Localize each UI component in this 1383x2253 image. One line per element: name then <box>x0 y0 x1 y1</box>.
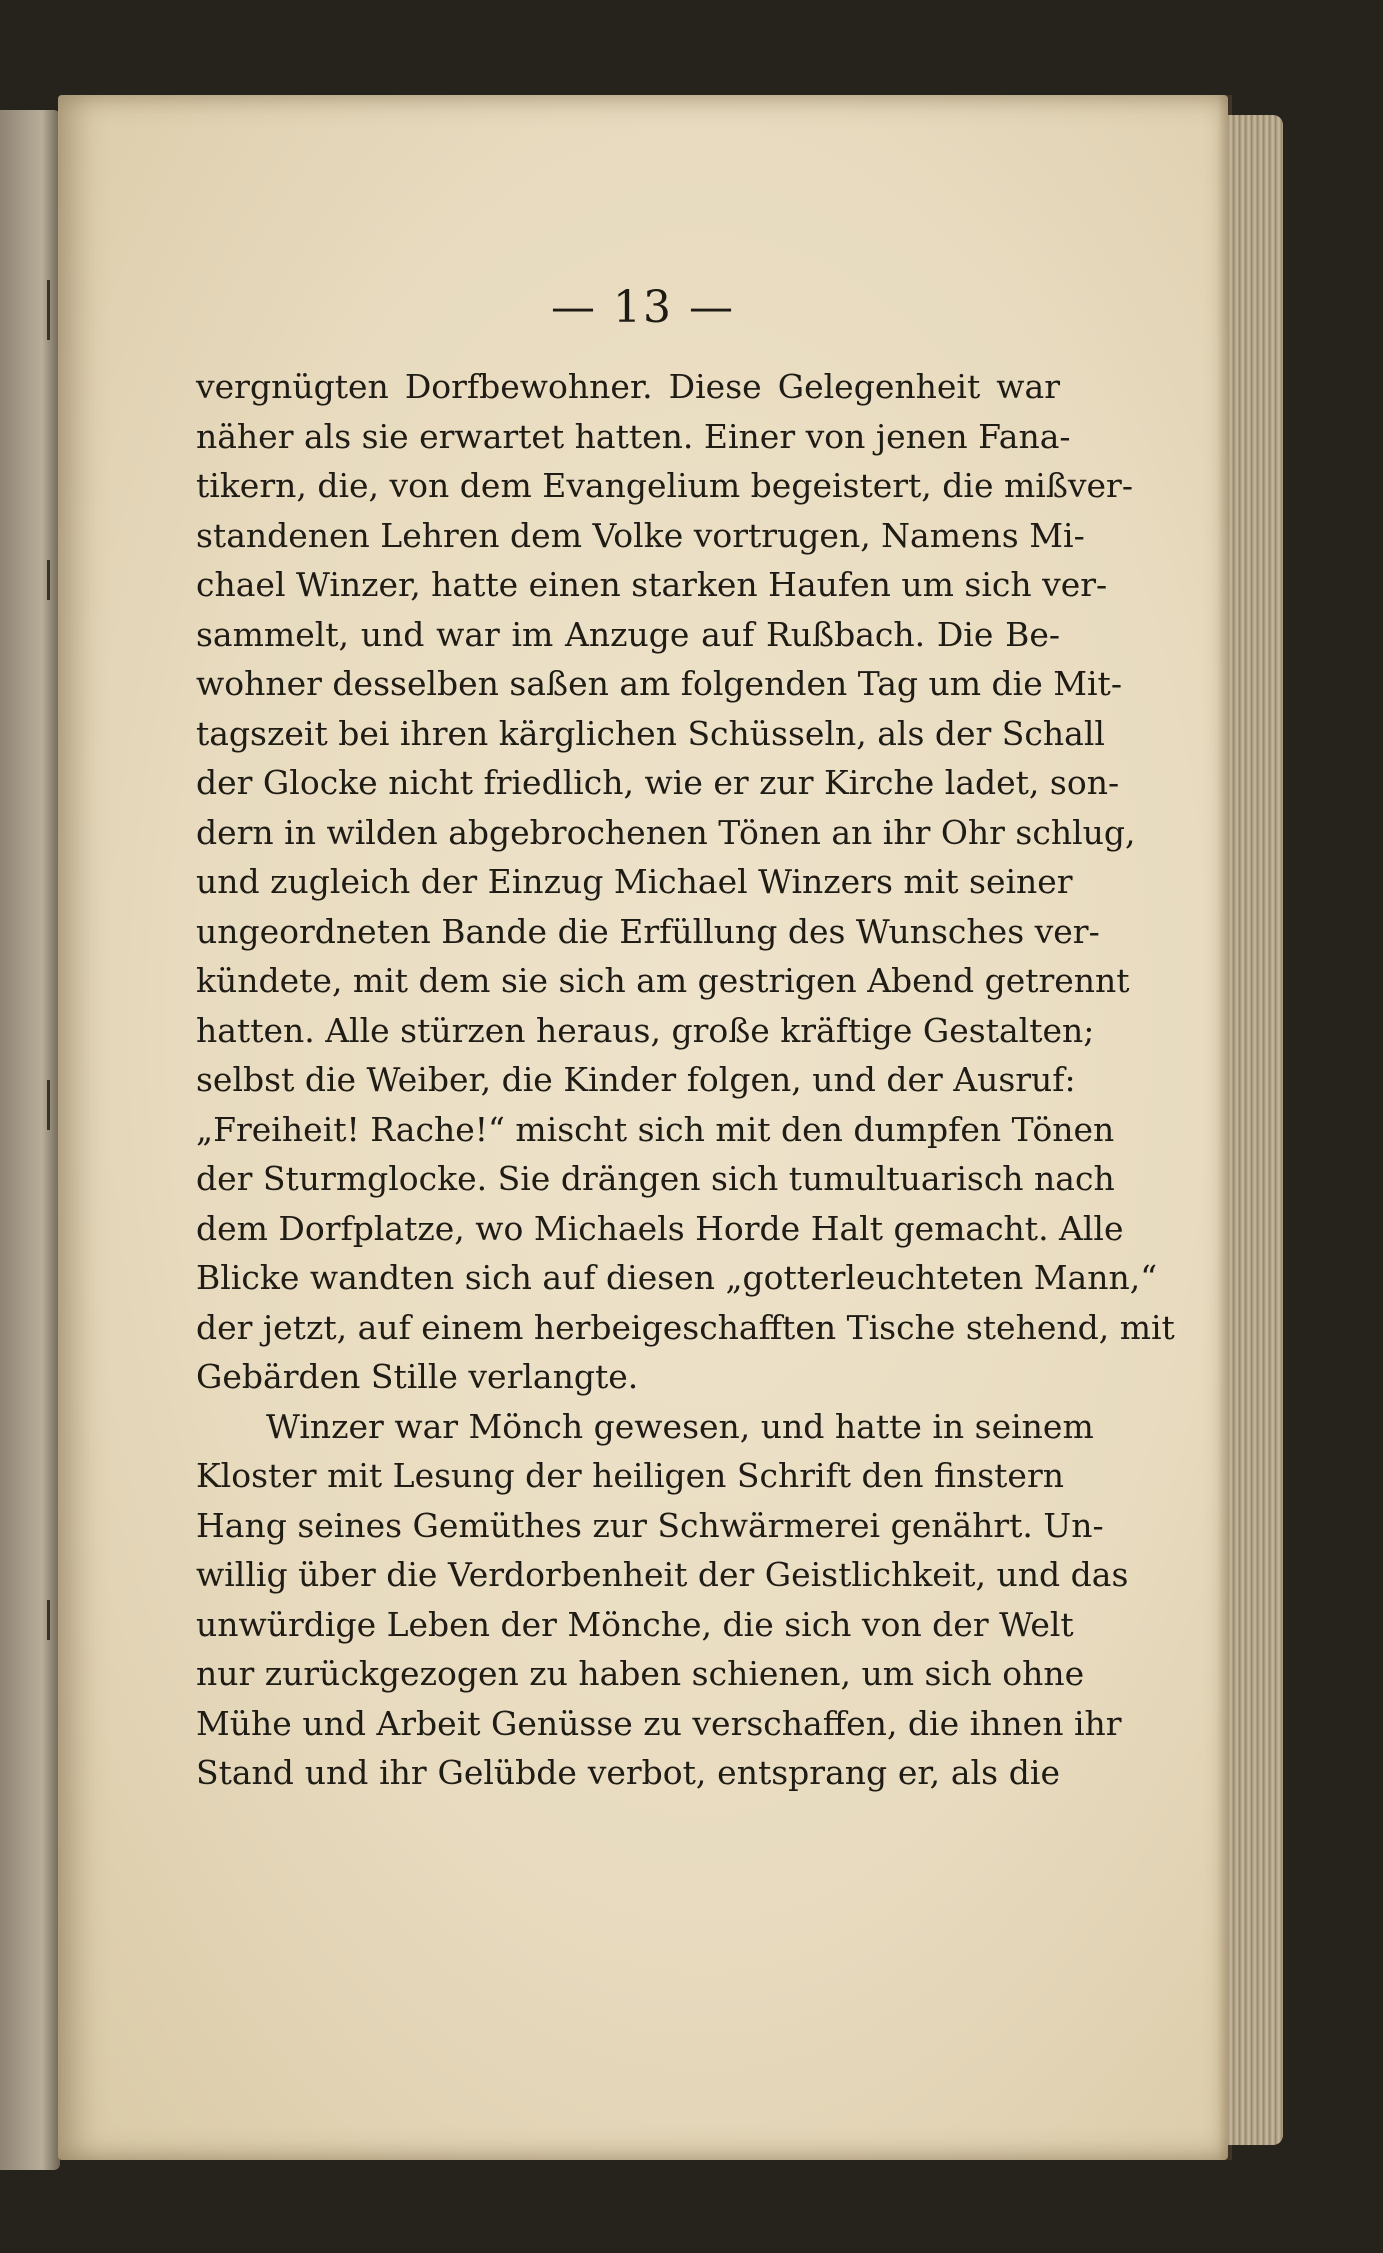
text-line: Kloster mit Lesung der heiligen Schrift den finstern <box>196 1456 1064 1495</box>
text-line: vergnügten Dorfbewohner. Diese Gelegenheit war <box>196 367 1060 406</box>
text-line: „Freiheit! Rache!“ mischt sich mit den dumpfen Tönen <box>196 1109 1115 1149</box>
text-line: Hang seines Gemüthes zur Schwärmerei genährt. Un- <box>196 1505 1104 1545</box>
text-line: Stand und ihr Gelübde verbot, entsprang er, als die <box>196 1753 1060 1792</box>
text-line: der Sturmglocke. Sie drängen sich tumultuarisch nach <box>196 1159 1115 1198</box>
text-line: Gebärden Stille verlangte. <box>196 1357 639 1396</box>
text-line: willig über die Verdorbenheit der Geistlichkeit, und das <box>196 1555 1129 1594</box>
text-line: ungeordneten Bande die Erfüllung des Wunsches ver- <box>196 911 1100 951</box>
text-line: chael Winzer, hatte einen starken Haufen um sich ver- <box>196 565 1108 604</box>
previous-page-edge <box>0 110 60 2170</box>
text-line: Mühe und Arbeit Genüsse zu verschaffen, die ihnen ihr <box>196 1703 1122 1743</box>
body-text <box>196 362 1175 1798</box>
text-line: tagszeit bei ihren kärglichen Schüsseln, als der Schall <box>196 713 1105 753</box>
text-line: der Glocke nicht friedlich, wie er zur Kirche ladet, son- <box>196 763 1120 802</box>
text-line: Blicke wandten sich auf diesen „gotterleuchteten Mann,“ <box>196 1258 1158 1297</box>
text-line: kündete, mit dem sie sich am gestrigen Abend getrennt <box>196 961 1130 1000</box>
text-line: der jetzt, auf einem herbeigeschafften Tische stehend, mit <box>196 1307 1175 1347</box>
margin-mark <box>47 560 50 600</box>
text-line: tikern, die, von dem Evangelium begeistert, die mißver- <box>196 466 1133 505</box>
page-number-header: — 13 — <box>551 282 735 333</box>
text-line: dern in wilden abgebrochenen Tönen an ihr Ohr schlug, <box>196 812 1136 852</box>
margin-mark <box>47 1080 50 1130</box>
text-line: wohner desselben saßen am folgenden Tag um die Mit- <box>196 664 1122 703</box>
text-line: standenen Lehren dem Volke vortrugen, Namens Mi- <box>196 515 1085 555</box>
margin-mark <box>47 1600 50 1640</box>
margin-mark <box>47 280 50 340</box>
text-line: nur zurückgezogen zu haben schienen, um sich ohne <box>196 1654 1085 1693</box>
page-stack-edge <box>1228 115 1283 2145</box>
text-line: sammelt, und war im Anzuge auf Rußbach. Die Be- <box>196 614 1060 654</box>
text-line: hatten. Alle stürzen heraus, große kräftige Gestalten; <box>196 1010 1095 1050</box>
text-line: näher als sie erwartet hatten. Einer von jenen Fana- <box>196 416 1071 456</box>
text-line: selbst die Weiber, die Kinder folgen, und der Ausruf: <box>196 1060 1076 1099</box>
text-line: unwürdige Leben der Mönche, die sich von der Welt <box>196 1604 1074 1644</box>
text-line: Winzer war Mönch gewesen, und hatte in seinem <box>266 1406 1094 1446</box>
text-line: dem Dorfplatze, wo Michaels Horde Halt gemacht. Alle <box>196 1208 1124 1248</box>
text-line: und zugleich der Einzug Michael Winzers mit seiner <box>196 862 1073 901</box>
